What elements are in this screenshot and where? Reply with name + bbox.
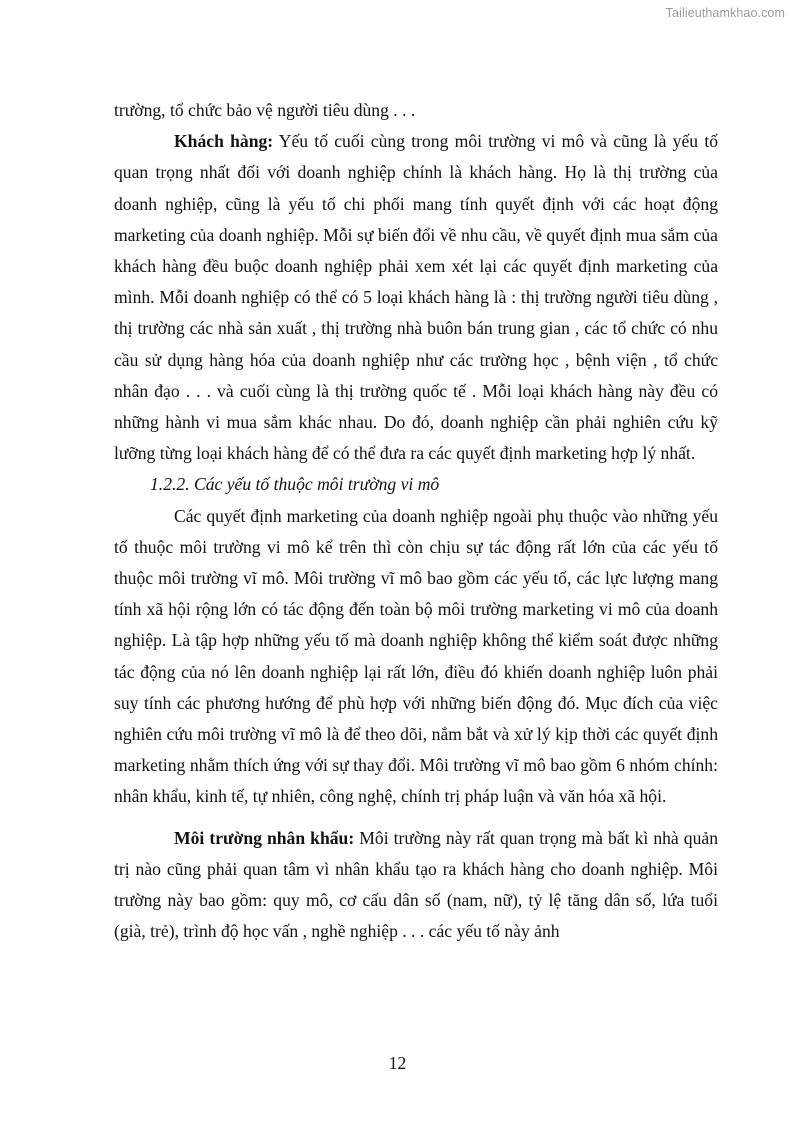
demographics-term: Môi trường nhân khẩu:	[174, 827, 355, 848]
paragraph-demographics	[114, 823, 718, 948]
paragraph-customers	[114, 126, 718, 469]
watermark: Tailieuthamkhao.com	[665, 6, 785, 20]
page-number: 12	[388, 1053, 407, 1073]
section-heading: 1.2.2. Các yếu tố thuộc môi trường vi mô	[150, 474, 440, 495]
customers-text: Yếu tố cuối cùng trong môi trường vi mô và cũng là yếu tố quan trọng nhất đối với doanh nghiệp chính là khách hàng. Họ là thị trường của doanh nghiệp, cũng là yếu tố chi phối mang tính quyết định với các hoạt động marketing của doanh nghiệp. Mỗi sự biến đổi về nhu cầu, về quyết định mua sắm của khách hàng đều buộc doanh nghiệp phải xem xét lại các quyết định marketing của mình. Mỗi doanh nghiệp có thể có 5 loại khách hàng là : thị trường người tiêu dùng , thị trường các nhà sản xuất , thị trường nhà buôn bán trung gian , các tổ chức có nhu cầu sử dụng hàng hóa của doanh nghiệp như các trường học , bệnh viện , tổ chức nhân đạo . . . và cuối cùng là thị trường quốc tế . Mỗi loại khách hàng này đều có những hành vi mua sắm khác nhau. Do đó, doanh nghiệp cần phải nghiên cứu kỹ lưỡng từng loại khách hàng để có thể đưa ra các quyết định marketing hợp lý nhất.	[114, 131, 718, 464]
paragraph-continuation: trường, tổ chức bảo vệ người tiêu dùng . . .	[114, 100, 416, 120]
paragraph-macro-environment: Các quyết định marketing của doanh nghiệp ngoài phụ thuộc vào những yếu tố thuộc môi trường vi mô kể trên thì còn chịu sự tác động rất lớn của các yếu tố thuộc môi trường vĩ mô. Môi trường vĩ mô bao gồm các yếu tố, các lực lượng mang tính xã hội rộng lớn có tác động đến toàn bộ môi trường marketing vi mô của doanh nghiệp. Là tập hợp những yếu tố mà doanh nghiệp không thể kiểm soát được những tác động của nó lên doanh nghiệp lại rất lớn, điều đó khiến doanh nghiệp luôn phải suy tính các phương hướng để phù hợp với những biến động đó. Mục đích của việc nghiên cứu môi trường vĩ mô là để theo dõi, nắm bắt và xử lý kịp thời các quyết định marketing nhằm thích ứng với sự thay đổi. Môi trường vĩ mô bao gồm 6 nhóm chính: nhân khẩu, kinh tế, tự nhiên, công nghệ, chính trị pháp luận và văn hóa xã hội.	[114, 505, 718, 807]
page-body	[114, 95, 718, 947]
demographics-text: Môi trường này rất quan trọng mà bất kì nhà quản trị nào cũng phải quan tâm vì nhân khẩu tạo ra khách hàng cho doanh nghiệp. Môi trường này bao gồm: quy mô, cơ cấu dân số (nam, nữ), tỷ lệ tăng dân số, lứa tuổi (già, trẻ), trình độ học vấn , nghề nghiệp . . . các yếu tố này ảnh	[114, 827, 718, 942]
customers-term: Khách hàng:	[174, 131, 274, 152]
